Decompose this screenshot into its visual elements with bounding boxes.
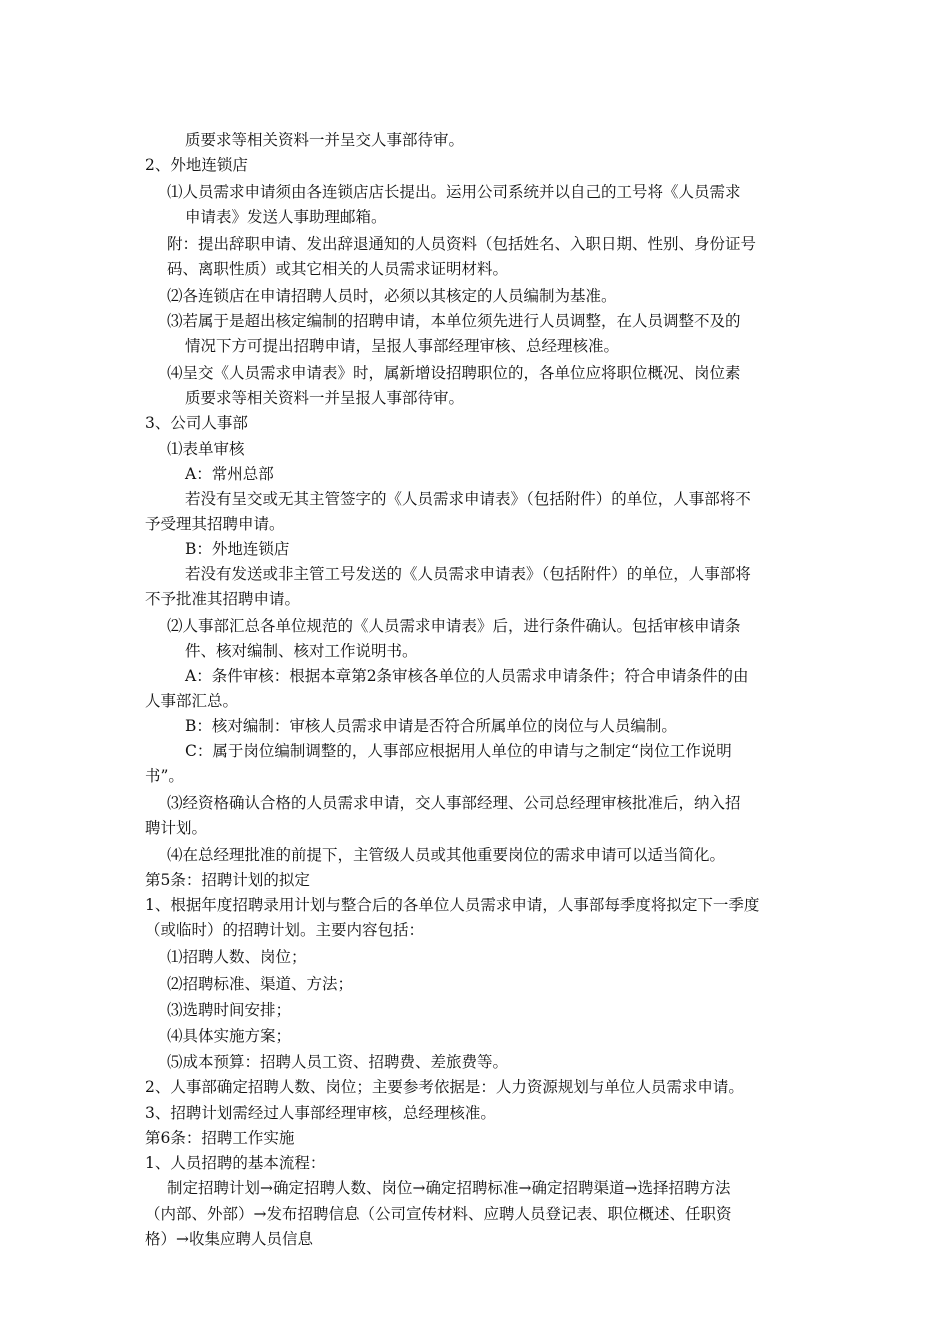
text-line: A：常州总部 (185, 465, 274, 483)
text-line: 1、根据年度招聘录用计划与整合后的各单位人员需求申请，人事部每季度将拟定下一季度 (145, 896, 760, 914)
text-line: ⑵各连锁店在申请招聘人员时，必须以其核定的人员编制为基准。 (167, 287, 617, 305)
text-line: 格）→收集应聘人员信息 (145, 1230, 313, 1248)
list-item: ⑶选聘时间安排； (167, 1001, 292, 1019)
text-line: B：外地连锁店 (185, 540, 290, 558)
text-line: 质要求等相关资料一并呈交人事部待审。 (185, 131, 465, 149)
text-line: 聘计划。 (145, 819, 208, 837)
text-line: ⑷呈交《人员需求申请表》时，属新增设招聘职位的，各单位应将职位概况、岗位素 (167, 364, 741, 382)
list-item: ⑴招聘人数、岗位； (167, 948, 307, 966)
text-line: ⑴人员需求申请须由各连锁店店长提出。运用公司系统并以自己的工号将《人员需求 (167, 183, 741, 201)
text-line: 制定招聘计划→确定招聘人数、岗位→确定招聘标准→确定招聘渠道→选择招聘方法 (167, 1179, 731, 1197)
text-line: 不予批准其招聘申请。 (145, 590, 301, 608)
text-line: 质要求等相关资料一并呈报人事部待审。 (185, 389, 465, 407)
text-line: 1、人员招聘的基本流程： (145, 1154, 326, 1172)
text-line: ⑶若属于是超出核定编制的招聘申请，本单位须先进行人员调整，在人员调整不及的 (167, 312, 741, 330)
text-line: ⑵人事部汇总各单位规范的《人员需求申请表》后，进行条件确认。包括审核申请条 (167, 617, 741, 635)
text-line: 予受理其招聘申请。 (145, 515, 285, 533)
text-line: 情况下方可提出招聘申请，呈报人事部经理审核、总经理核准。 (185, 337, 620, 355)
text-line: ⑷在总经理批准的前提下，主管级人员或其他重要岗位的需求申请可以适当简化。 (167, 846, 726, 864)
text-line: C：属于岗位编制调整的，人事部应根据用人单位的申请与之制定“岗位工作说明 (185, 742, 732, 760)
list-item: ⑸成本预算：招聘人员工资、招聘费、差旅费等。 (167, 1053, 509, 1071)
text-line: 人事部汇总。 (145, 692, 239, 710)
section-heading: 3、公司人事部 (145, 414, 248, 432)
text-line: 附：提出辞职申请、发出辞退通知的人员资料（包括姓名、入职日期、性别、身份证号 (167, 235, 757, 253)
text-line: 3、招聘计划需经过人事部经理审核，总经理核准。 (145, 1104, 496, 1122)
text-line: 码、离职性质）或其它相关的人员需求证明材料。 (167, 260, 509, 278)
text-line: B：核对编制：审核人员需求申请是否符合所属单位的岗位与人员编制。 (185, 717, 677, 735)
text-line: ⑶经资格确认合格的人员需求申请，交人事部经理、公司总经理审核批准后，纳入招 (167, 794, 741, 812)
text-line: A：条件审核：根据本章第2条审核各单位的人员需求申请条件；符合申请条件的由 (185, 667, 749, 685)
section-heading: 第6条：招聘工作实施 (145, 1129, 295, 1147)
list-item: ⑵招聘标准、渠道、方法； (167, 975, 354, 993)
text-line: 若没有发送或非主管工号发送的《人员需求申请表》（包括附件）的单位，人事部将 (185, 565, 751, 583)
list-item: ⑷具体实施方案； (167, 1027, 292, 1045)
text-line: 若没有呈交或无其主管签字的《人员需求申请表》（包括附件）的单位，人事部将不 (185, 490, 751, 508)
text-line: （内部、外部）→发布招聘信息（公司宣传材料、应聘人员登记表、职位概述、任职资 (145, 1205, 732, 1223)
text-line: 2、人事部确定招聘人数、岗位；主要参考依据是：人力资源规划与单位人员需求申请。 (145, 1078, 744, 1096)
text-line: 件、核对编制、核对工作说明书。 (185, 642, 418, 660)
text-line: 申请表》发送人事助理邮箱。 (185, 208, 387, 226)
text-line: 2、外地连锁店 (145, 156, 248, 174)
text-line: ⑴表单审核 (167, 440, 245, 458)
text-line: （或临时）的招聘计划。主要内容包括： (145, 921, 425, 939)
text-line: 书”。 (145, 767, 184, 785)
section-heading: 第5条：招聘计划的拟定 (145, 871, 310, 889)
